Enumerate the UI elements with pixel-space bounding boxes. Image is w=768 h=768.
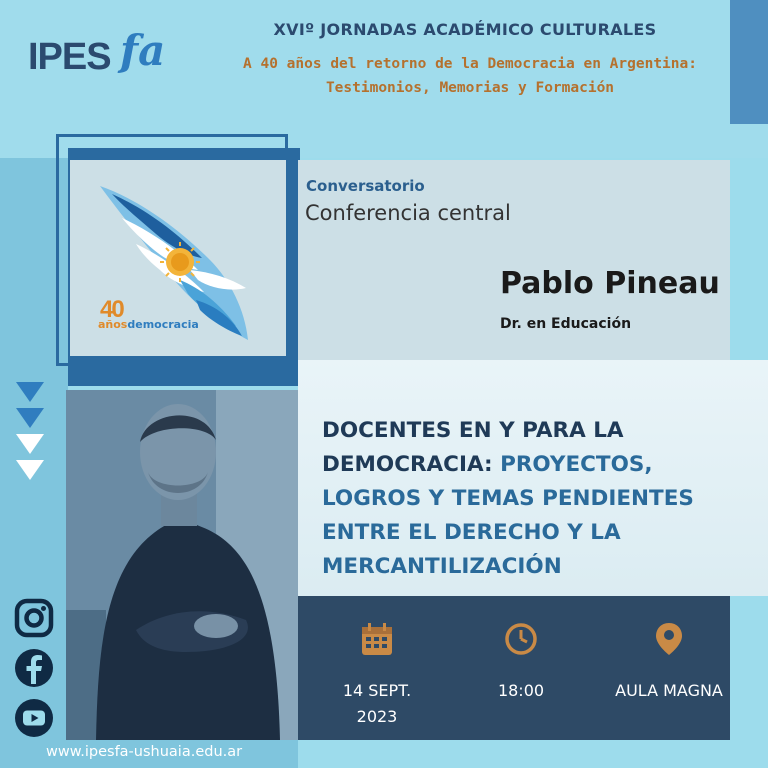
speaker-portrait-icon (66, 390, 298, 740)
arrow-down-icon (16, 408, 44, 428)
calendar-icon (322, 622, 432, 656)
event-title: XVIº JORNADAS ACADÉMICO CULTURALES (273, 20, 657, 39)
talk-topic (322, 414, 742, 584)
date-info (322, 622, 432, 730)
arrow-down-icon (16, 434, 44, 454)
event-type: Conferencia central (305, 201, 511, 225)
topic-part-2: PROYECTOS, LOGROS Y TEMAS PENDIENTES ENTRE EL DERECHO Y LA MERCANTILIZACIÓN (322, 452, 694, 579)
date-line-2: 2023 (356, 707, 398, 726)
subtitle-line-2: Testimonios, Memorias y Formación (325, 80, 615, 96)
instagram-icon[interactable] (14, 598, 54, 638)
speaker-name: Pablo Pineau (500, 266, 720, 301)
logo-script: fa (120, 26, 166, 75)
event-subtitle (180, 52, 760, 100)
place-info (604, 622, 734, 704)
logo-text: IPES (28, 36, 111, 78)
event-time: 18:00 (497, 681, 545, 700)
info-right-strip (730, 596, 768, 768)
emblem-card (70, 160, 286, 356)
arrow-down-icon (16, 382, 44, 402)
caption-democracia: democracia (127, 318, 199, 331)
speaker-photo (66, 390, 298, 740)
event-place: AULA MAGNA (615, 681, 723, 700)
caption-anos: años (98, 318, 128, 331)
website-link[interactable]: www.ipesfa-ushuaia.edu.ar (46, 744, 243, 760)
youtube-icon[interactable] (14, 698, 54, 738)
facebook-icon[interactable] (14, 648, 54, 688)
time-info (466, 622, 576, 704)
location-pin-icon (604, 622, 734, 656)
years-number: 40 (100, 296, 123, 323)
clock-icon (466, 622, 576, 656)
ipesfa-logo[interactable] (28, 26, 178, 86)
subtitle-line-1: A 40 años del retorno de la Democracia en Argentina: (243, 56, 697, 72)
right-strip (730, 160, 768, 360)
years-caption (98, 318, 199, 331)
topic-part-1: DOCENTES EN Y PARA LA DEMOCRACIA: (322, 418, 624, 477)
speaker-title: Dr. en Educación (500, 316, 632, 332)
event-format: Conversatorio (306, 177, 425, 195)
arrow-down-icon (16, 460, 44, 480)
date-line-1: 14 SEPT. (342, 681, 412, 700)
